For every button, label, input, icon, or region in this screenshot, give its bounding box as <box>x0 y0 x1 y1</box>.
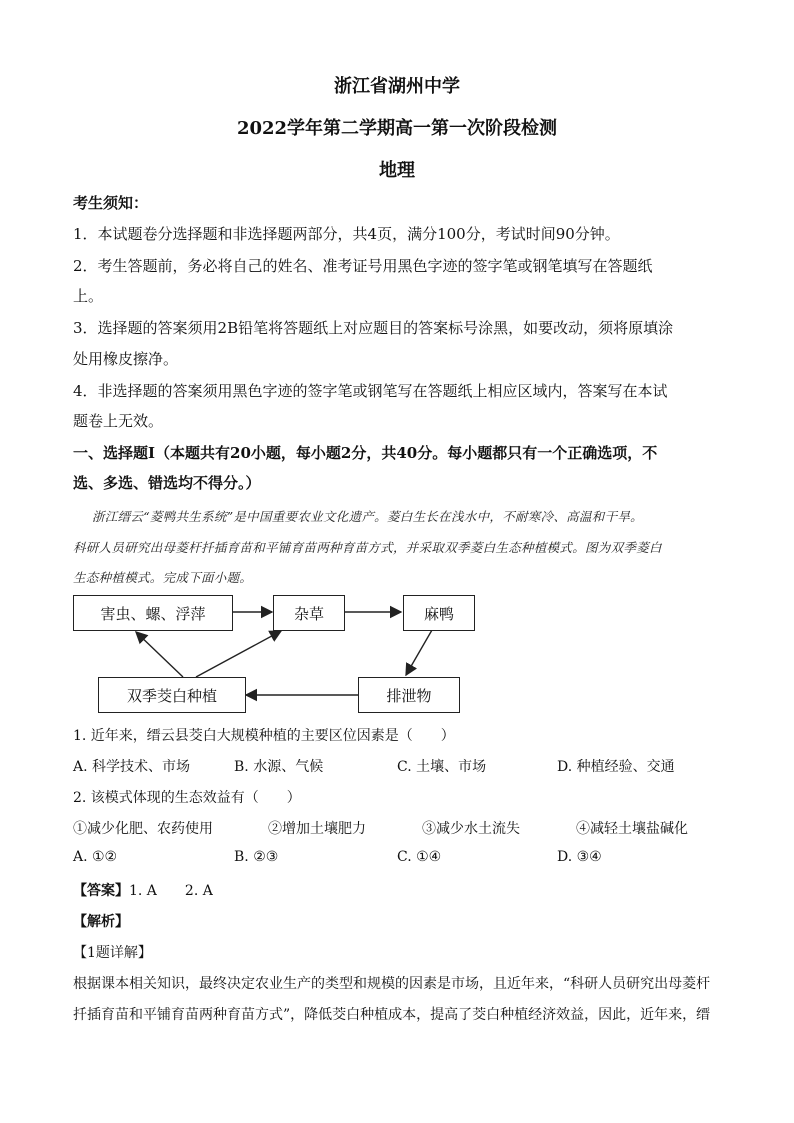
pests-box: 害虫、螺、浮萍 <box>73 595 233 631</box>
answer-label: 【答案】 <box>73 883 129 899</box>
option-b: B. ②③ <box>234 849 279 865</box>
arrow-planting-weeds <box>196 631 281 677</box>
arrow-planting-pests <box>136 632 183 677</box>
notice-line: 处用橡皮擦净。 <box>73 350 179 368</box>
question-stem: 2. 该模式体现的生态效益有（ ） <box>73 790 301 806</box>
analysis-line: 扦插育苗和平铺育苗两种育苗方式”，降低茭白种植成本，提高了茭白种植经济效益，因此，近年来，缙 <box>73 1007 711 1023</box>
notice-heading: 考生须知： <box>73 194 149 212</box>
notice-line: 题卷上无效。 <box>73 412 164 430</box>
exam-title: 2022学年第二学期高一第一次阶段检测 <box>236 118 558 139</box>
excreta-box: 排泄物 <box>358 677 460 713</box>
answer-text: 1. A 2. A <box>129 883 213 899</box>
notice-line: 3．选择题的答案须用2B铅笔将答题纸上对应题目的答案标号涂黑，如要改动，须将原填涂 <box>73 319 674 337</box>
option-d: D. ③④ <box>557 849 602 865</box>
statement-1: ①减少化肥、农药使用 <box>73 821 213 837</box>
statement-2: ②增加土壤肥力 <box>268 821 366 837</box>
analysis-line: 根据课本相关知识，最终决定农业生产的类型和规模的因素是市场，且近年来，“科研人员研究出母菱杆 <box>73 976 711 992</box>
planting-box: 双季茭白种植 <box>98 677 246 713</box>
option-a: A. ①② <box>73 849 118 865</box>
statement-3: ③减少水土流失 <box>422 821 520 837</box>
notice-line: 2．考生答题前，务必将自己的姓名、准考证号用黑色字迹的签字笔或钢笔填写在答题纸 <box>73 257 653 275</box>
option-c: C. 土壤、市场 <box>397 759 487 775</box>
weeds-box: 杂草 <box>273 595 345 631</box>
answer-row <box>73 880 213 900</box>
school-title: 浙江省湖州中学 <box>334 76 460 97</box>
analysis-label: 【解析】 <box>73 914 129 930</box>
section-heading: 一、选择题Ⅰ（本题共有20小题，每小题2分，共40分。每小题都只有一个正确选项，不 <box>73 444 658 462</box>
arrow-duck-excreta <box>406 630 432 675</box>
intro-line: 科研人员研究出母菱杆扦插育苗和平铺育苗两种育苗方式，并采取双季菱白生态种植模式。图为双季菱白 <box>73 540 662 555</box>
subject-title: 地理 <box>379 160 415 181</box>
notice-line: 4．非选择题的答案须用黑色字迹的签字笔或钢笔写在答题纸上相应区域内，答案写在本试 <box>73 382 668 400</box>
option-a: A. 科学技术、市场 <box>73 759 191 775</box>
option-d: D. 种植经验、交通 <box>557 759 675 775</box>
intro-line: 浙江缙云“菱鸭共生系统”是中国重要农业文化遗产。菱白生长在浅水中，不耐寒冷、高温和干旱。 <box>92 509 643 524</box>
intro-line: 生态种植模式。完成下面小题。 <box>73 570 253 585</box>
notice-line: 1．本试题卷分选择题和非选择题两部分，共4页，满分100分，考试时间90分钟。 <box>73 225 620 243</box>
statement-4: ④减轻土壤盐碱化 <box>576 821 688 837</box>
option-c: C. ①④ <box>397 849 442 865</box>
detail-label: 【1题详解】 <box>73 945 152 961</box>
notice-line: 上。 <box>73 287 104 305</box>
section-heading-cont: 选、多选、错选均不得分。） <box>73 474 261 492</box>
option-b: B. 水源、气候 <box>234 759 324 775</box>
question-stem: 1. 近年来，缙云县茭白大规模种植的主要区位因素是（ ） <box>73 728 455 744</box>
duck-box: 麻鸭 <box>403 595 475 631</box>
